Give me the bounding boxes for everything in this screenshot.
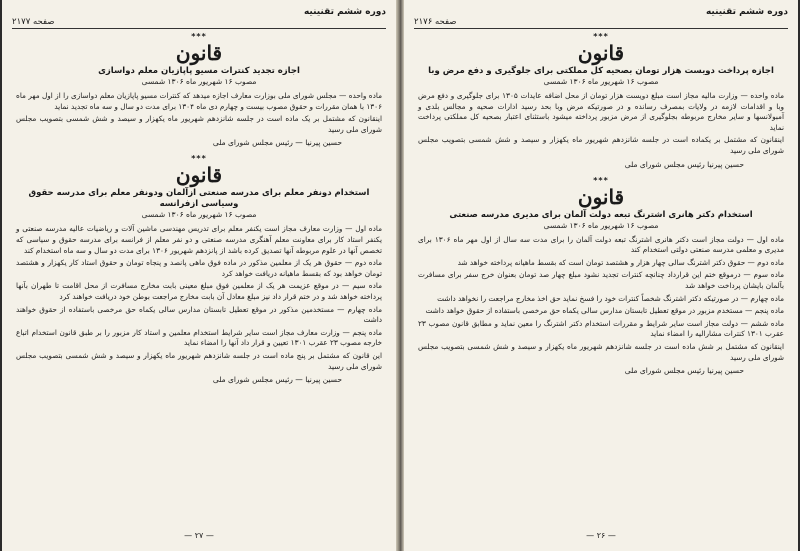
left-folio: — ۲۷ — [184, 531, 214, 540]
law-date: مصوب ۱۶ شهریور ماه ۱۳۰۶ شمسی [543, 220, 659, 230]
law-paragraph: ماده پنجم — وزارت معارف مجاز است سایر شرایط استخدام معلمین و استاد کار مزبور را بر طبق قانون استخدام اتباع خارجه مصوب ۲۳ عقرب ۱۳۰۱ تعیین و قرار داد آنها را امضاء نماید [16, 327, 382, 348]
law-subtitle: استخدام دکتر هانری اشترنگ تبعه دولت آلمان برای مدیری مدرسه صنعتی [449, 209, 753, 220]
law-paragraph: ماده چهارم — مستخدمین مذکور در موقع تعطیل تابستان مدارس سالی یکماه حق مرخصی باستفاده از حقوق خواهند داشت [16, 304, 382, 325]
law-title: قانون [175, 163, 223, 188]
right-series-label: دوره ششم تقنینیه [705, 7, 788, 17]
law-date: مصوب ۱۶ شهریور ماه ۱۳۰۶ شمسی [141, 77, 257, 86]
stars-ornament: *** [191, 32, 207, 41]
law-paragraph: ماده پنجم — مستخدم مزبور در موقع تعطیل تابستان مدارس سالی یکماه حق مرخصی باستفاده از حقوق خواهد داشت [425, 306, 784, 316]
law-paragraph: ماده چهارم — در صورتیکه دکتر اشترنگ شخصاً کنترات خود را فسخ نماید حق اخذ مخارج مراجعت را نخواهد داشت [437, 293, 784, 303]
law-section [418, 176, 784, 377]
law-paragraph: اینقانون که مشتمل بر شش ماده است در جلسه شانزدهم شهریور ماه یکهزار و سیصد و شش شمسی بتصویب مجلس شورای ملی رسید [418, 341, 784, 362]
stars-ornament: *** [593, 32, 609, 41]
right-folio: — ۲۶ — [586, 531, 616, 540]
right-page-number: صفحه ۲۱۷۶ [414, 17, 457, 27]
law-signature: حسین پیرنیا — رئیس مجلس شورای ملی [212, 375, 342, 385]
law-paragraph: ماده اول — دولت مجاز است دکتر هانری اشترنگ تبعه دولت آلمان را برای مدت سه سال از اول مهر ماه ۱۳۰۶ برای مدیری و معلمی مدرسه صنعتی دولتی استخدام کند [418, 234, 784, 255]
right-running-head [414, 6, 788, 29]
book-gutter [396, 0, 404, 551]
stars-ornament: *** [593, 175, 609, 185]
law-paragraph: این قانون که مشتمل بر پنج ماده است در جلسه شانزدهم شهریور ماه یکهزار و سیصد و شش شمسی بتصویب مجلس شورای ملی رسید [16, 350, 382, 371]
law-date: مصوب ۱۶ شهریور ماه ۱۳۰۶ شمسی [543, 77, 659, 86]
law-paragraph: ماده واحده — وزارت مالیه مجاز است مبلغ دویست هزار تومان از محل اضافه عایدات ۱۳۰۵ برای جلوگیری و دفع مرض وبا و اقدامات لازمه در ولایات بمصرف رسانده و در صورتیکه مرض وبا بحد رسید ادارات صحیه و مجالس بلدی و آمبولانسها و سایر مخارج مربوطه بجلوگیری از مرض مزبور پرداخته میشود باستثنای اعتبار بصحیه کل مملکتی پرداخت نماید [418, 91, 784, 132]
left-running-head [12, 6, 386, 29]
left-page-number: صفحه ۲۱۷۷ [12, 17, 55, 27]
law-signature: حسین پیرنیا — رئیس مجلس شورای ملی [212, 138, 342, 148]
left-page [2, 0, 396, 551]
law-subtitle: اجازه پرداخت دویست هزار تومان بصحیه کل مملکتی برای جلوگیری و دفع مرض وبا [428, 66, 774, 76]
law-paragraph: ماده دوم — حقوق دکتر اشترنگ سالی چهار هزار و هشتصد تومان است که بقسط ماهیانه پرداخته خواهد شد [457, 257, 784, 267]
law-title: قانون [175, 41, 223, 65]
law-paragraph: اینقانون که مشتمل بر یک ماده است در جلسه شانزدهم شهریور ماه یکهزار و سیصد و شش شمسی بتصویب مجلس شورای ملی رسید [16, 114, 382, 134]
law-paragraph: ماده اول — وزارت معارف مجاز است یکنفر معلم برای تدریس مهندسی ماشین آلات و ریاضیات عالیه مدرسه صنعتی و یکنفر استاد کار برای معاونت معلم آهنگری مدرسه صنعتی و دو نفر معلم از فرانسه برای مدرسه حقوق و سیاسی که تخصص آنها در علوم مربوطه آنها تصدیق کرده باشد از پانزدهم شهریور ۱۳۰۶ برای مدت دو سال و سه ماه استخدام کند [16, 224, 382, 255]
law-date: مصوب ۱۶ شهریور ماه ۱۳۰۶ شمسی [141, 210, 257, 220]
law-subtitle: استخدام دونفر معلم برای مدرسه صنعتی ازآلمان ودونفر معلم برای مدرسه حقوق وسیاسی ازفرانسه [28, 188, 370, 210]
law-paragraph: ماده واحده — مجلس شورای ملی بوزارت معارف اجازه میدهد که کنترات مسیو پاپازیان معلم دواسازی را از اول مهر ماه ۱۳۰۶ با همان مقررات و حقوق مصوب بیست و چهارم دی ماه ۱۳۰۴ برای مدت دو سال و سه ماه تجدید نماید [16, 91, 382, 111]
law-paragraph: اینقانون که مشتمل بر یکماده است در جلسه شانزدهم شهریور ماه یکهزار و سیصد و شش شمسی بتصویب مجلس شورای ملی رسید [418, 135, 784, 155]
law-paragraph: ماده سوم — درموقع ختم این قرارداد چنانچه کنترات تجدید نشود مبلغ چهار صد تومان بعنوان خرج سفر برای مسافرت بآلمان بایشان پرداخت خواهد شد [418, 270, 784, 290]
law-signature: حسین پیرنیا رئیس مجلس شورای ملی [624, 159, 744, 169]
left-series-label: دوره ششم تقنینیه [303, 7, 386, 17]
stars-ornament: *** [191, 154, 207, 164]
law-section [16, 154, 382, 385]
law-subtitle: اجازه تجدید کنترات مسیو پاپازیان معلم دواسازی [98, 66, 300, 76]
right-page-content [418, 30, 784, 527]
law-paragraph: ماده دوم — حقوق هر یک از معلمین مذکور در ماده فوق ماهی پانصد و پنجاه تومان و حقوق استاد کار یکهزار و هشتصد تومان خواهد بود که بقسط ماهیانه دریافت خواهد کرد [16, 258, 382, 278]
law-title: قانون [577, 184, 625, 209]
law-paragraph: ماده سیم — در موقع عزیمت هر یک از معلمین فوق مبلغ معینی بابت مخارج مسافرت از محل اقامت تا طهران بآنها پرداخته خواهد شد و در ختم قرار داد نیز مبلغ معادل آن بابت مخارج مراجعت بوطن خود دریافت خواهند کرد [16, 281, 382, 301]
law-paragraph: ماده ششم — دولت مجاز است سایر شرایط و مقررات استخدام دکتر اشترنگ را معین نماید و مطابق قانون مصوب ۲۳ عقرب ۱۳۰۱ کنترات مشارالیه را امضاء نماید [418, 318, 784, 339]
law-signature: حسین پیرنیا رئیس مجلس شورای ملی [624, 366, 744, 376]
law-section [16, 32, 382, 148]
left-page-content [16, 30, 382, 527]
law-title: قانون [577, 41, 625, 65]
law-section [418, 32, 784, 170]
right-page [404, 0, 798, 551]
